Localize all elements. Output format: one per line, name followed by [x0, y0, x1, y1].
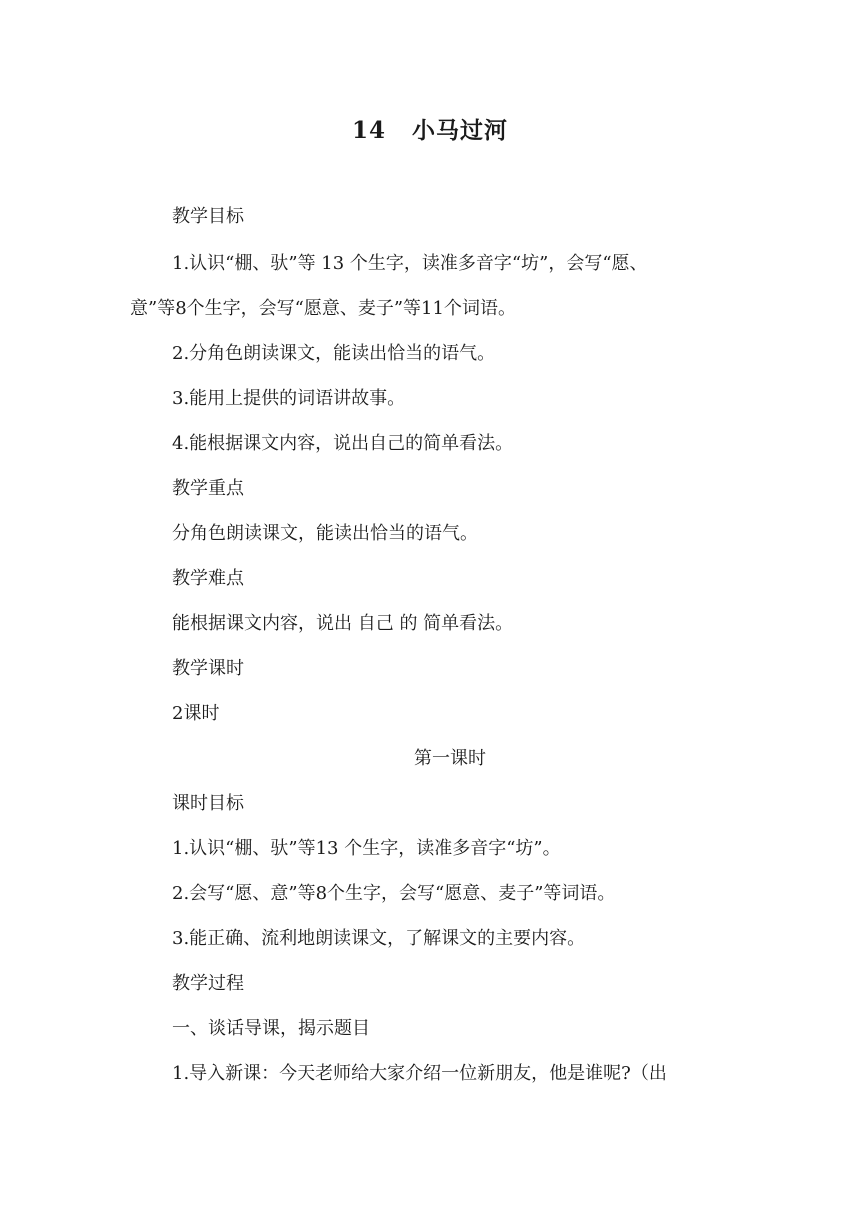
section-first-lesson: 第一课时 — [414, 748, 486, 769]
heading-lesson-goals: 课时目标 — [172, 793, 244, 814]
goal-3: 3.能用上提供的词语讲故事。 — [172, 388, 406, 409]
goal-4: 4.能根据课文内容，说出自己的简单看法。 — [172, 433, 514, 454]
process-step-1-heading: 一、谈话导课，揭示题目 — [172, 1018, 370, 1039]
lesson-title-text: 小马过河 — [412, 117, 508, 144]
class-hours-value: 2课时 — [172, 703, 220, 724]
lesson-title — [0, 112, 860, 145]
process-step-1-text: 1.导入新课：今天老师给大家介绍一位新朋友，他是谁呢?（出 — [172, 1063, 667, 1084]
heading-difficulties: 教学难点 — [172, 568, 244, 589]
goal-1: 1.认识“棚、驮”等 13 个生字，读准多音字“坊”，会写“愿、 — [172, 253, 648, 274]
goal-2: 2.分角色朗读课文，能读出恰当的语气。 — [172, 343, 496, 364]
key-point-text: 分角色朗读课文，能读出恰当的语气。 — [172, 523, 478, 544]
difficulty-text: 能根据课文内容，说出 自己 的 简单看法。 — [172, 613, 514, 634]
heading-class-hours: 教学课时 — [172, 658, 244, 679]
heading-teaching-goals: 教学目标 — [172, 206, 244, 227]
lesson-number: 14 — [351, 117, 386, 144]
heading-teaching-process: 教学过程 — [172, 973, 244, 994]
heading-key-points: 教学重点 — [172, 478, 244, 499]
lesson-goal-2: 2.会写“愿、意”等8个生字，会写“愿意、麦子”等词语。 — [172, 883, 616, 904]
lesson-goal-3: 3.能正确、流利地朗读课文，了解课文的主要内容。 — [172, 928, 586, 949]
goal-1-continued: 意”等8个生字，会写“愿意、麦子”等11个词语。 — [130, 298, 516, 319]
lesson-goal-1: 1.认识“棚、驮”等13 个生字，读准多音字“坊”。 — [172, 838, 561, 859]
